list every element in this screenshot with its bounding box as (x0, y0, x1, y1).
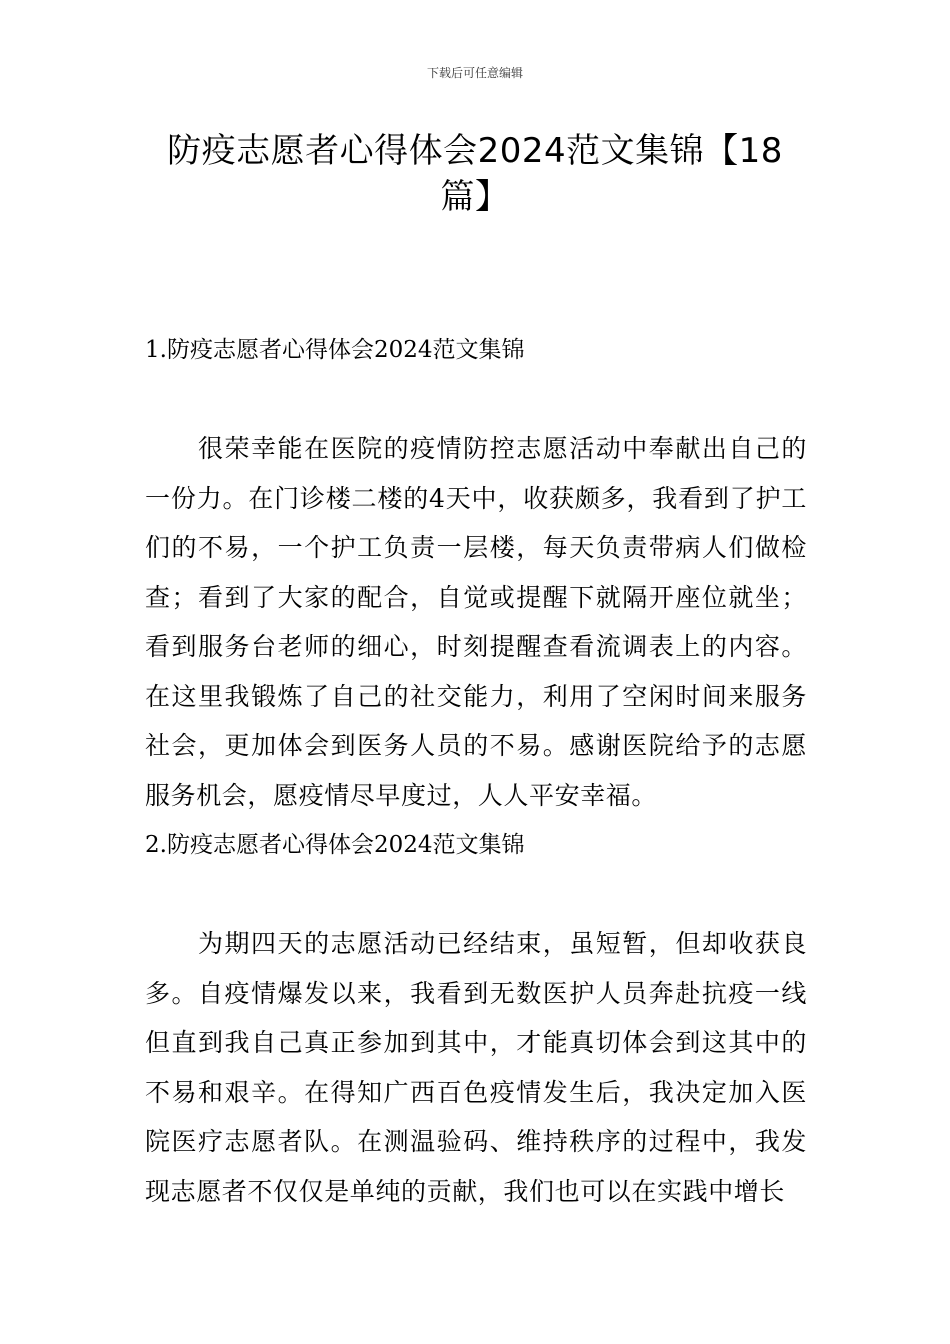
section-paragraph-1: 很荣幸能在医院的疫情防控志愿活动中奉献出自己的一份力。在门诊楼二楼的4天中，收获颇多，我看到了护工们的不易，一个护工负责一层楼，每天负责带病人们做检查；看到了大家的配合，自觉或提醒下就隔开座位就坐；看到服务台老师的细心，时刻提醒查看流调表上的内容。在这里我锻炼了自己的社交能力，利用了空闲时间来服务社会，更加体会到医务人员的不易。感谢医院给予的志愿服务机会，愿疫情尽早度过，人人平安幸福。 (145, 434, 807, 810)
section-heading-2: 2.防疫志愿者心得体会2024范文集锦 (145, 832, 525, 858)
section-heading-1: 1.防疫志愿者心得体会2024范文集锦 (145, 337, 525, 363)
document-title: 防疫志愿者心得体会2024范文集锦【18篇】 (167, 131, 783, 217)
header-note: 下载后可任意编辑 (426, 66, 523, 80)
section-paragraph-2: 为期四天的志愿活动已经结束，虽短暂，但却收获良多。自疫情爆发以来，我看到无数医护人员奔赴抗疫一线但直到我自己真正参加到其中，才能真切体会到这其中的不易和艰辛。在得知广西百色疫情发生后，我决定加入医院医疗志愿者队。在测温验码、维持秩序的过程中，我发现志愿者不仅仅是单纯的贡献，我们也可以在实践中增长 (145, 929, 807, 1206)
